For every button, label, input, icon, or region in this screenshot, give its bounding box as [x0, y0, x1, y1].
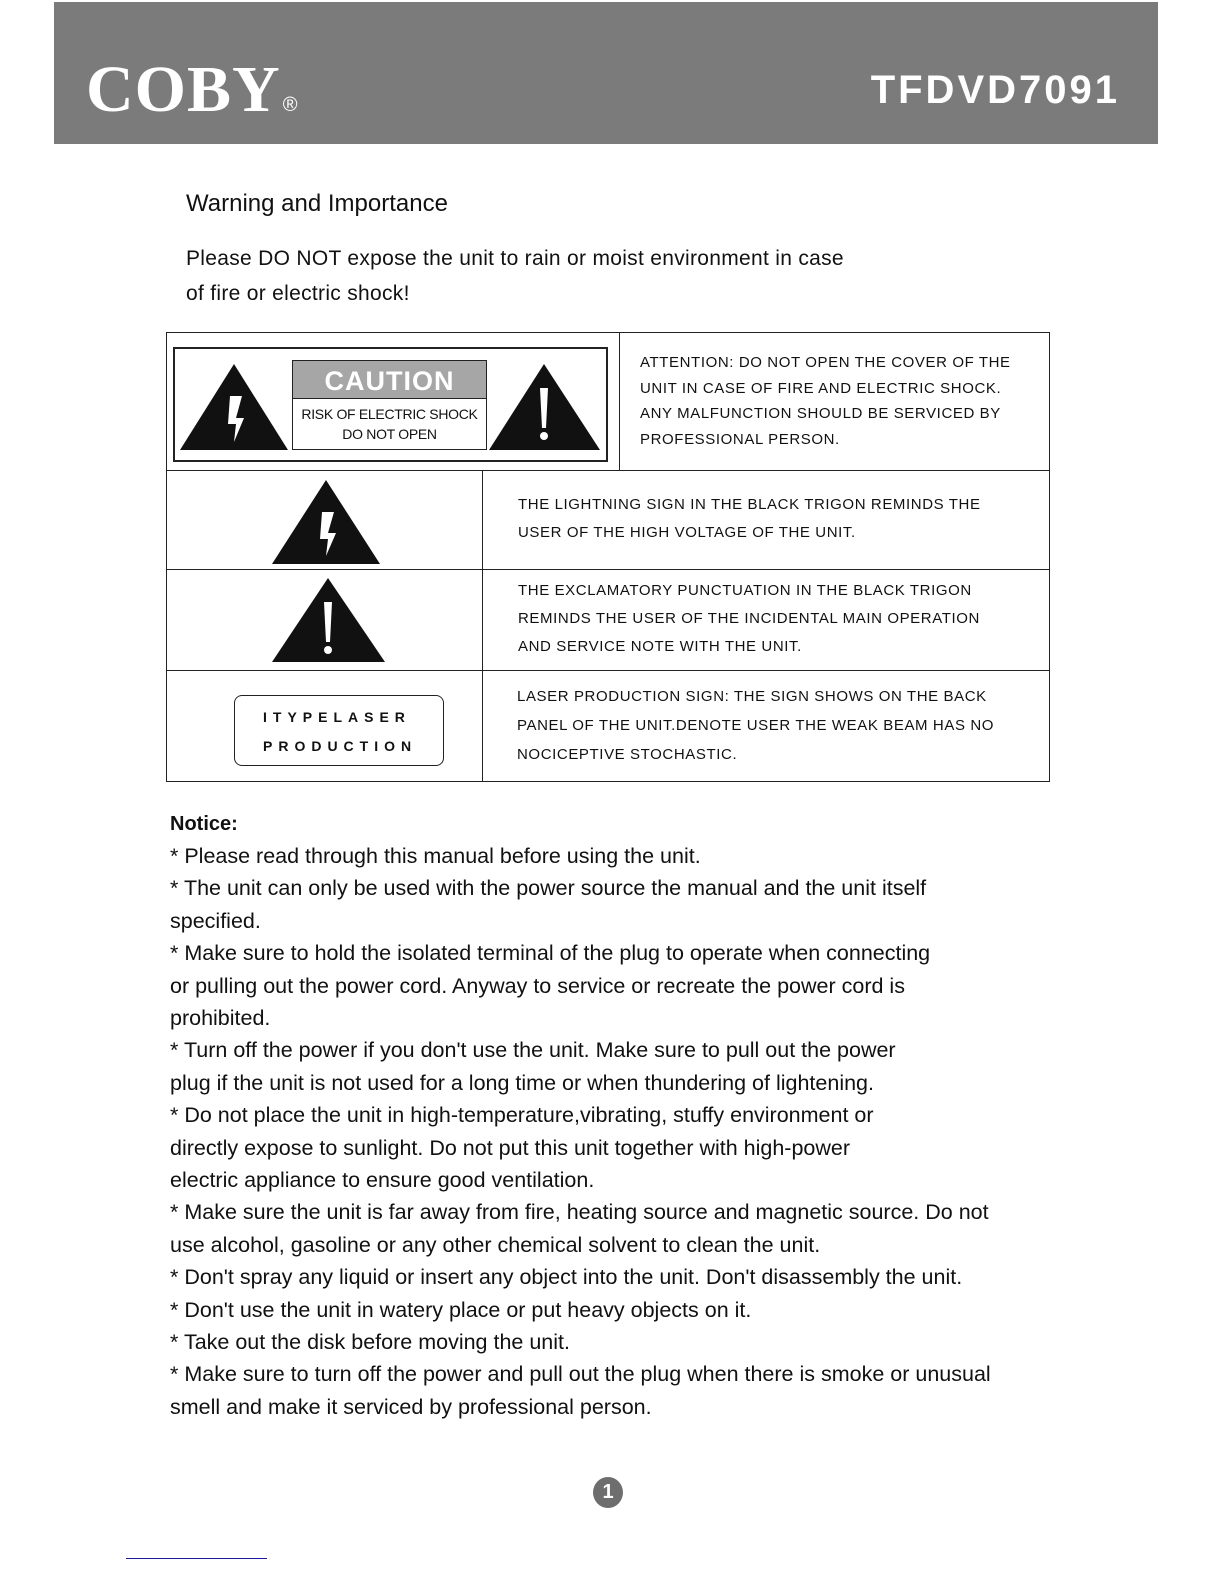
notice-line: * Turn off the power if you don't use the unit. Make sure to pull out the power	[170, 1038, 896, 1063]
notice-line: * Don't spray any liquid or insert any object into the unit. Don't disassembly the unit.	[170, 1265, 963, 1290]
caution-panel	[292, 360, 487, 450]
exclamation-description: THE EXCLAMATORY PUNCTUATION IN THE BLACK TRIGON REMINDS THE USER OF THE INCIDENTAL MAIN OPERATION AND SERVICE NOTE WITH THE UNIT.	[518, 582, 980, 655]
lightning-triangle-icon	[270, 478, 382, 566]
notice-line: electric appliance to ensure good ventilation.	[170, 1168, 595, 1192]
notice-line: * Make sure the unit is far away from fire, heating source and magnetic source. Do not	[170, 1200, 989, 1225]
laser-description: LASER PRODUCTION SIGN: THE SIGN SHOWS ON THE BACK PANEL OF THE UNIT.DENOTE USER THE WEAK BEAM HAS NO NOCICEPTIVE STOCHASTIC.	[517, 688, 995, 763]
notice-line: * Please read through this manual before using the unit.	[170, 844, 701, 868]
notice-line: directly expose to sunlight. Do not put this unit together with high-power	[170, 1135, 851, 1160]
notice-line: prohibited.	[170, 1006, 271, 1030]
notice-heading: Notice:	[170, 813, 238, 835]
caution-heading: CAUTION	[293, 361, 486, 399]
notice-line: * The unit can only be used with the power source the manual and the unit itself	[170, 876, 927, 901]
notice-line: use alcohol, gasoline or any other chemical solvent to clean the unit.	[170, 1232, 821, 1257]
notice-line: plug if the unit is not used for a long time or when thundering of lightening.	[170, 1070, 874, 1095]
laser-sign-line: PRODUCTION	[263, 738, 418, 754]
page-number: 1	[593, 1477, 623, 1508]
lightning-description: THE LIGHTNING SIGN IN THE BLACK TRIGON REMINDS THE USER OF THE HIGH VOLTAGE OF THE UNIT.	[518, 496, 981, 541]
section-title: Warning and Importance	[186, 190, 448, 217]
notice-line: * Make sure to hold the isolated terminal of the plug to operate when connecting	[170, 941, 931, 966]
caution-line: DO NOT OPEN	[342, 426, 437, 442]
notice-line: or pulling out the power cord. Anyway to service or recreate the power cord is	[170, 973, 905, 998]
caution-line: RISK OF ELECTRIC SHOCK	[301, 406, 478, 422]
exclamation-triangle-icon	[487, 362, 602, 452]
notice-line: specified.	[170, 908, 261, 933]
coby-logo: COBY ®	[86, 53, 299, 126]
notice-line: * Don't use the unit in watery place or put heavy objects on it.	[170, 1297, 752, 1322]
notice-line: * Take out the disk before moving the unit.	[170, 1330, 570, 1354]
exclamation-triangle-icon	[270, 576, 387, 664]
model-number: TFDVD7091	[870, 68, 1120, 112]
lightning-triangle-icon	[178, 362, 290, 452]
notice-line: smell and make it serviced by professional person.	[170, 1394, 652, 1419]
attention-text: ATTENTION: DO NOT OPEN THE COVER OF THE UNIT IN CASE OF FIRE AND ELECTRIC SHOCK. ANY MALFUNCTION SHOULD BE SERVICED BY PROFESSIONAL PERSON.	[640, 354, 1011, 448]
laser-product-sign	[234, 695, 444, 766]
intro-line: Please DO NOT expose the unit to rain or moist environment in case	[186, 247, 844, 270]
notice-line: * Make sure to turn off the power and pull out the plug when there is smoke or unusual	[170, 1362, 991, 1387]
intro-line: of fire or electric shock!	[186, 282, 410, 305]
laser-sign-line: ITYPELASER	[263, 709, 411, 725]
footer-rule	[126, 1558, 267, 1559]
notice-line: * Do not place the unit in high-temperature,vibrating, stuffy environment or	[170, 1103, 874, 1128]
